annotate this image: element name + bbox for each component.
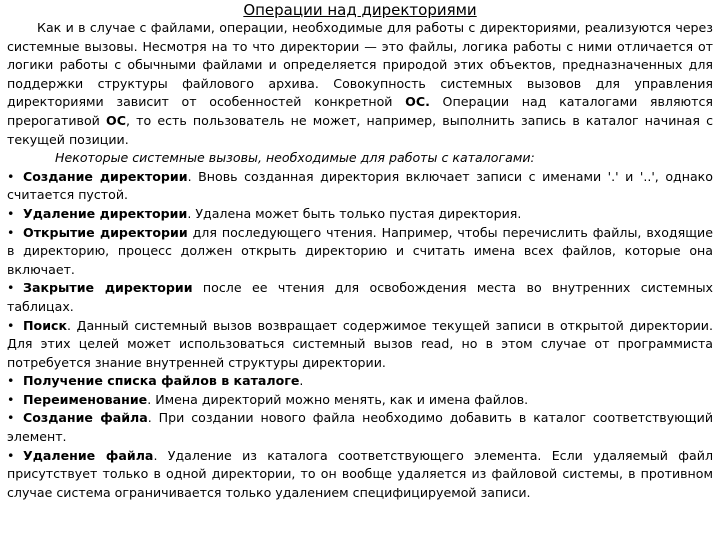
list-subheading: Некоторые системные вызовы, необходимые для работы с каталогами: [55, 150, 535, 166]
list-item-close-directory [7, 279, 713, 316]
item-description: для последующего чтения. Например, чтобы перечислить файлы, входящие в директорию, процесс должен открыть директорию и считать имена всех файлов, которые она включает. [7, 224, 713, 277]
item-term: Поиск [23, 317, 68, 333]
item-description: после ее чтения для освобождения места во внутренних системных таблицах. [7, 280, 713, 314]
bullet-marker: • [7, 391, 15, 407]
page-title: Операции над директориями [243, 1, 477, 19]
list-item-delete-directory [7, 205, 713, 224]
list-item-open-directory [7, 224, 713, 280]
item-term: Удаление файла [23, 447, 154, 463]
bullet-marker: • [7, 447, 15, 463]
intro-os-term-2: ОС [106, 112, 126, 128]
item-description: . [299, 373, 304, 389]
bullet-marker: • [7, 205, 15, 221]
item-term: Переименование [23, 391, 148, 407]
bullet-marker: • [7, 168, 15, 184]
item-term: Создание файла [23, 410, 148, 426]
bullet-marker: • [7, 410, 15, 426]
list-item-create-directory [7, 168, 713, 205]
bullet-marker: • [7, 224, 15, 240]
item-term: Получение списка файлов в каталоге [23, 373, 300, 389]
document-page [7, 0, 713, 502]
list-item-search [7, 317, 713, 373]
item-description: . Удаление из каталога соответствующего элемента. Если удаляемый файл присутствует только в одной директории, то он вообще удаляется из файловой системы, в противном случае система ограничивается только удалением специфицируемой записи. [7, 447, 714, 500]
item-term: Создание директории [23, 168, 188, 184]
list-item-list-files [7, 372, 713, 391]
item-description: . Имена директорий можно менять, как и имена файлов. [147, 391, 529, 407]
list-item-rename [7, 391, 713, 410]
intro-text-3: , то есть пользователь не может, например, выполнить запись в каталог начиная с текущей позиции. [7, 112, 713, 147]
bullet-marker: • [7, 280, 15, 296]
item-term: Открытие директории [23, 224, 188, 240]
intro-text-2: Операции над каталогами являются прерогативой [7, 94, 713, 128]
item-description: . Данный системный вызов возвращает содержимое текущей записи в открытой директории. Для этих целей может использоваться системный вызов read, но в этом случае от программиста потребуется знание внутренней структуры директории. [7, 317, 713, 370]
intro-paragraph [7, 19, 713, 149]
item-description: . При создании нового файла необходимо добавить в каталог соответствующий элемент. [7, 410, 713, 445]
item-description: . Вновь созданная директория включает записи с именами '.' и '..', однако считается пустой. [7, 168, 713, 203]
intro-text-1: Как и в случае с файлами, операции, необходимые для работы с директориями, реализуются через системные вызовы. Несмотря на то что директории — это файлы, логика работы с ними отличается от логики работы с обычными файлами и определяется природой этих объектов, предназначенных для поддержки структуры файлового архива. Совокупность системных вызовов для управления директориями зависит от особенностей конкретной [7, 20, 713, 110]
list-item-delete-file [7, 447, 713, 503]
item-term: Удаление директории [23, 205, 188, 221]
item-description: . Удалена может быть только пустая директория. [187, 205, 522, 221]
bullet-marker: • [7, 373, 15, 389]
list-item-create-file [7, 409, 713, 446]
item-term: Закрытие директории [23, 280, 193, 296]
bullet-marker: • [7, 317, 15, 333]
intro-os-term-1: ОС. [405, 94, 430, 110]
